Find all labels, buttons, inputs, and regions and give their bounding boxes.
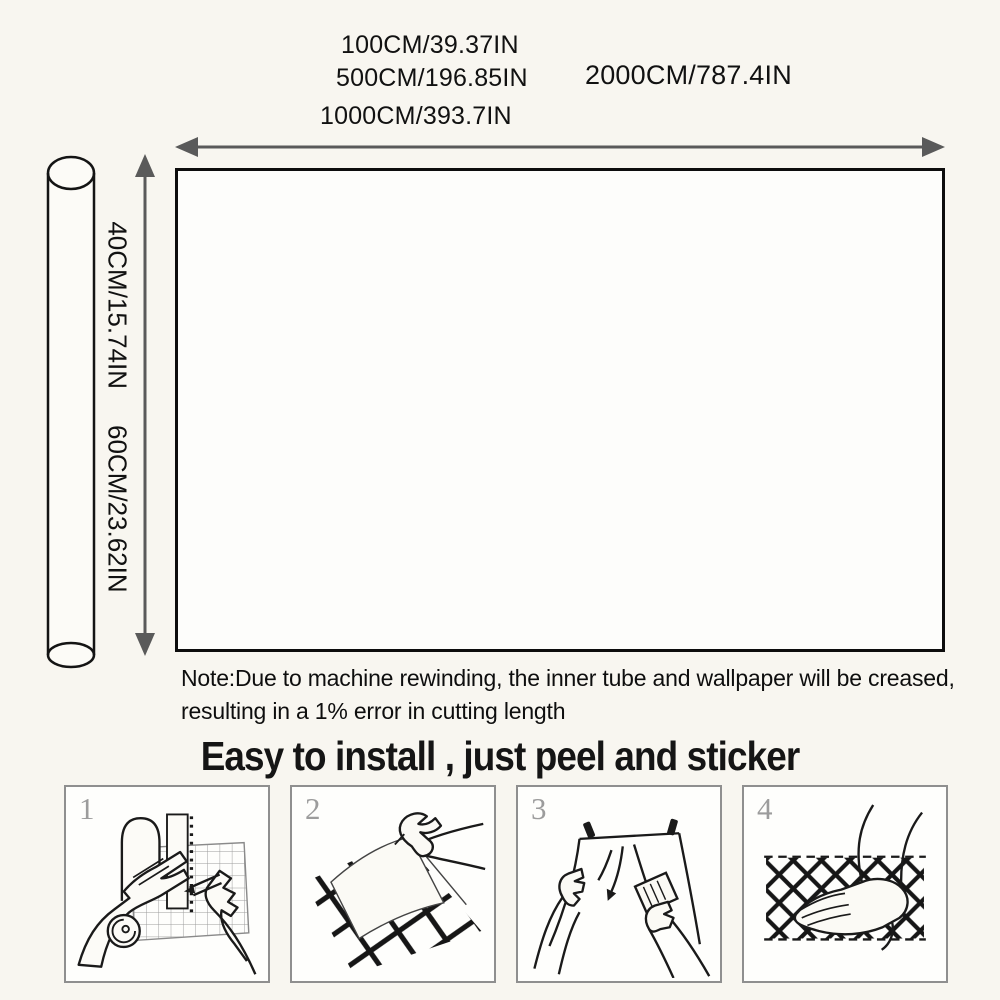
- horizontal-dimension-arrow-icon: [175, 137, 945, 157]
- page-title: Easy to install , just peel and sticker: [200, 733, 800, 779]
- note-line-1: Note:Due to machine rewinding, the inner tube and wallpaper will be creased,: [181, 665, 955, 691]
- note-line-2: resulting in a 1% error in cutting length: [181, 698, 566, 724]
- step-2-panel: [290, 785, 496, 983]
- installation-steps: [64, 785, 948, 983]
- step-number: 3: [531, 791, 547, 826]
- step-1-panel: [64, 785, 270, 983]
- step-1-cut-illustration: [69, 790, 265, 978]
- wallpaper-roll-icon: [48, 157, 94, 667]
- length-option-label-1000cm: 1000CM/393.7IN: [320, 102, 512, 130]
- width-option-label-40cm: 40CM/15.74IN: [102, 221, 133, 389]
- step-3-apply-illustration: [521, 790, 717, 978]
- length-option-label-100cm: 100CM/39.37IN: [341, 31, 519, 59]
- step-3-panel: [516, 785, 722, 983]
- step-4-smooth-illustration: [747, 790, 943, 978]
- step-4-panel: [742, 785, 948, 983]
- step-number: 4: [757, 791, 773, 826]
- step-number: 2: [305, 791, 321, 826]
- step-number: 1: [79, 791, 95, 826]
- wallpaper-sheet-panel: [175, 168, 945, 652]
- length-option-label-2000cm: 2000CM/787.4IN: [585, 60, 792, 90]
- width-dimension-label: [102, 221, 133, 592]
- step-2-peel-illustration: [295, 790, 491, 978]
- length-option-label-500cm: 500CM/196.85IN: [336, 64, 528, 92]
- note-text: [181, 662, 955, 728]
- vertical-dimension-arrow-icon: [135, 154, 155, 656]
- width-option-label-60cm: 60CM/23.62IN: [102, 425, 133, 593]
